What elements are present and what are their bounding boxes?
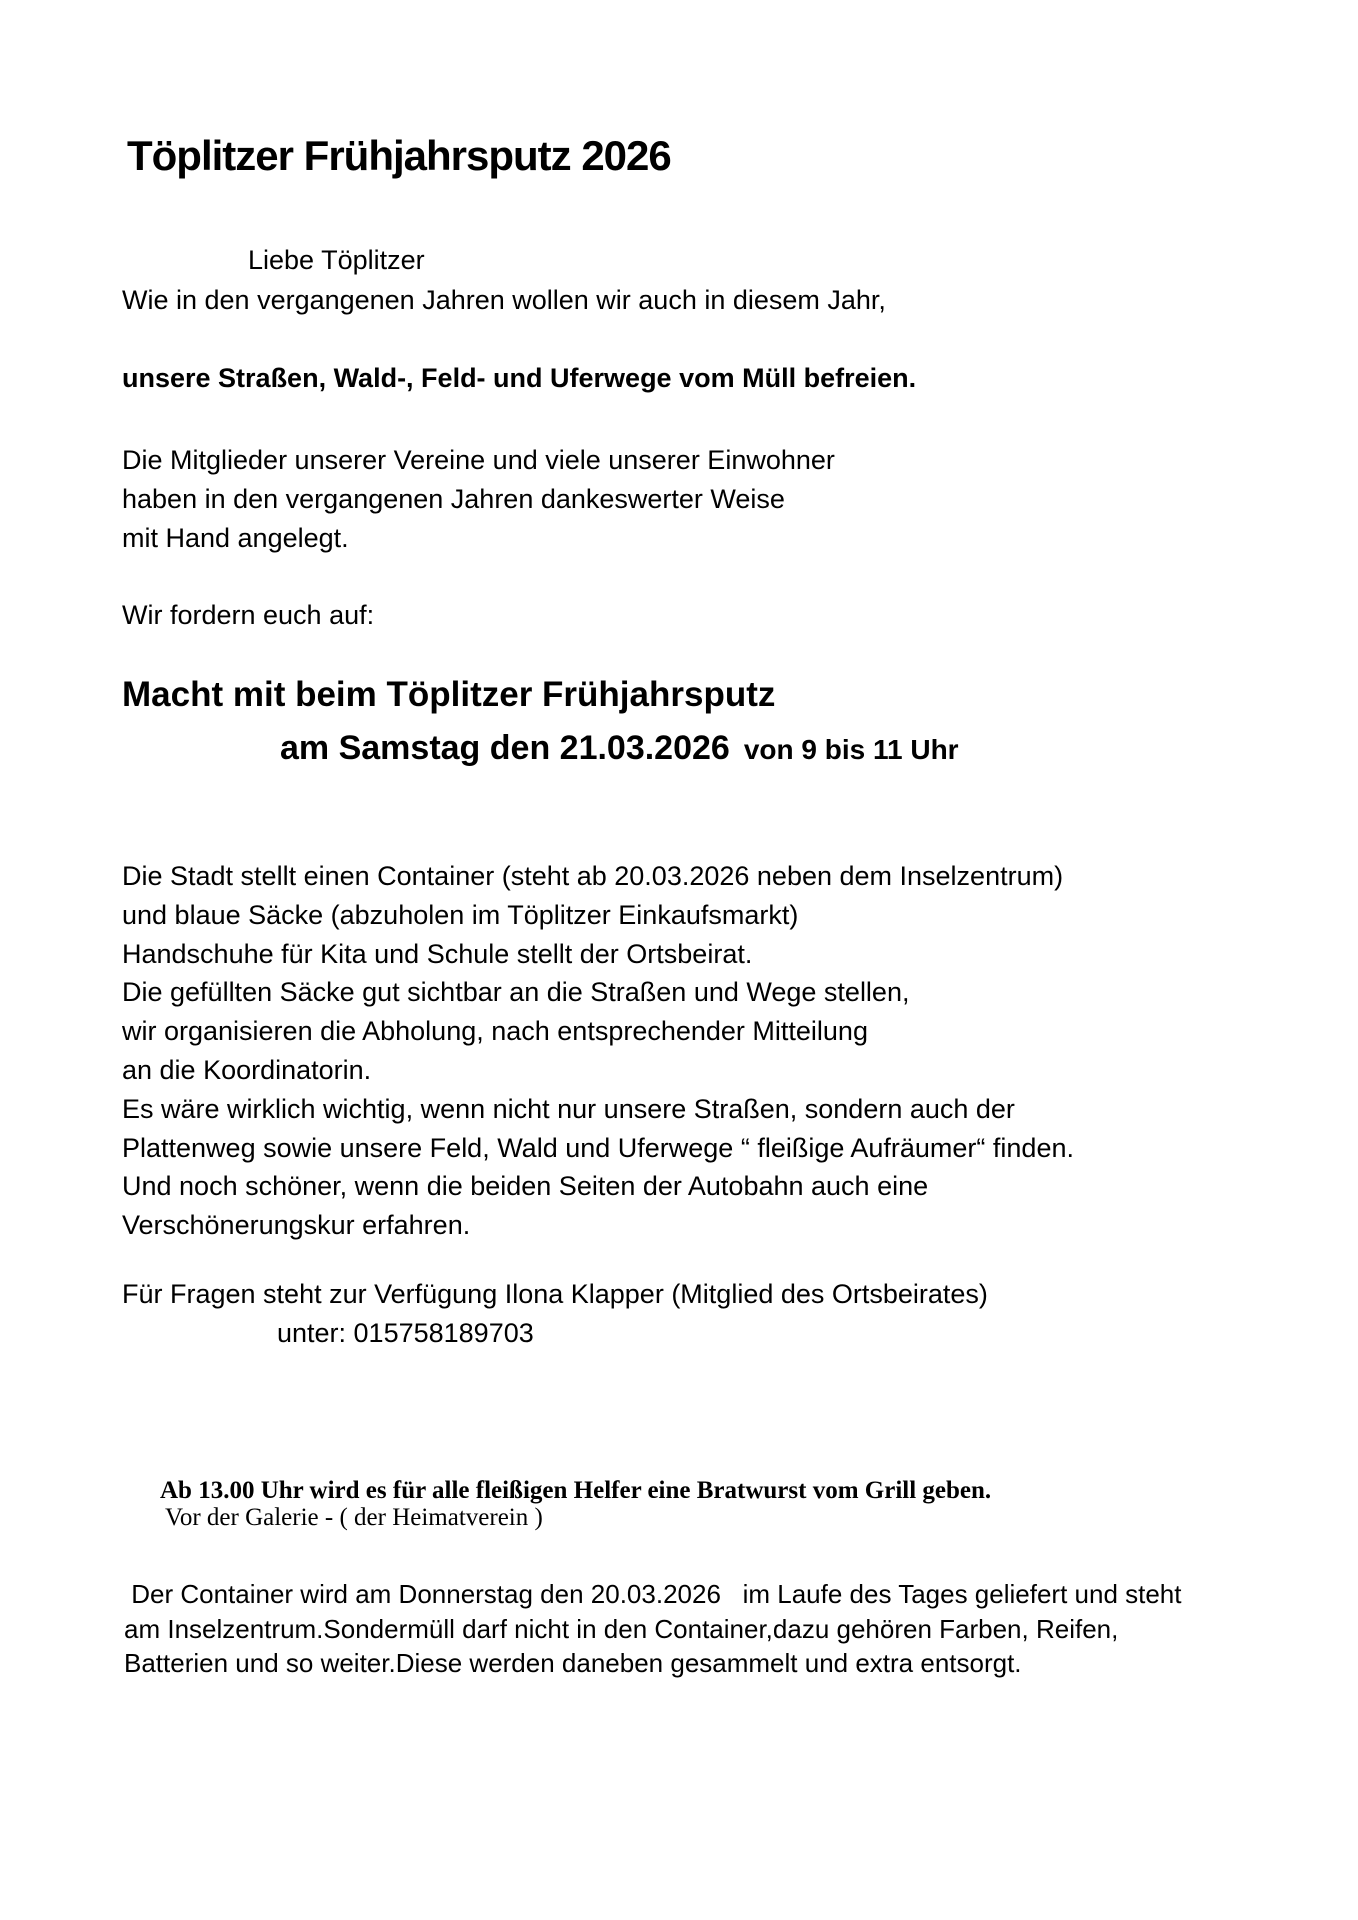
call-to-action-line: Wir fordern euch auf: <box>122 600 375 630</box>
details-line: Und noch schöner, wenn die beiden Seiten der Autobahn auch eine <box>122 1171 929 1202</box>
thanks-paragraph <box>122 441 835 558</box>
salutation-line: Liebe Töplitzer <box>248 245 425 275</box>
grill-note-location: Vor der Galerie - ( der Heimatverein ) <box>165 1504 543 1531</box>
details-line: an die Koordinatorin. <box>122 1054 372 1085</box>
details-line: und blaue Säcke (abzuholen im Töplitzer Einkaufsmarkt) <box>122 899 799 930</box>
details-line: Die Stadt stellt einen Container (steht ab 20.03.2026 neben dem Inselzentrum) <box>122 861 1064 891</box>
details-paragraph <box>122 857 1074 1245</box>
event-date: am Samstag den 21.03.2026 <box>280 729 730 767</box>
details-line: Plattenweg sowie unsere Feld, Wald und Uferwege “ fleißige Aufräumer“ finden. <box>122 1132 1074 1163</box>
opening-line: Wie in den vergangenen Jahren wollen wir auch in diesem Jahr, <box>122 285 886 315</box>
event-headline: Macht mit beim Töplitzer Frühjahrsputz <box>122 675 776 714</box>
details-line: Die gefüllten Säcke gut sichtbar an die Straßen und Wege stellen, <box>122 977 910 1008</box>
page-title: Töplitzer Frühjahrsputz 2026 <box>127 132 671 179</box>
details-line: Verschönerungskur erfahren. <box>122 1210 471 1241</box>
details-line: wir organisieren die Abholung, nach entsprechender Mitteilung <box>122 1016 868 1047</box>
event-dateline <box>280 726 959 777</box>
details-line: Handschuhe für Kita und Schule stellt der Ortsbeirat. <box>122 938 753 969</box>
thanks-line: haben in den vergangenen Jahren dankeswerter Weise <box>122 484 785 514</box>
container-note-paragraph <box>124 1577 1182 1681</box>
container-note-line: Batterien und so weiter.Diese werden daneben gesammelt und extra entsorgt. <box>124 1648 1022 1678</box>
contact-person-line: Für Fragen steht zur Verfügung Ilona Klapper (Mitglied des Ortsbeirates) <box>122 1279 988 1309</box>
thanks-line: mit Hand angelegt. <box>122 523 349 553</box>
details-line: Es wäre wirklich wichtig, wenn nicht nur unsere Straßen, sondern auch der <box>122 1093 1015 1124</box>
thanks-line: Die Mitglieder unserer Vereine und viele unserer Einwohner <box>122 445 835 475</box>
contact-phone-line: unter: 015758189703 <box>277 1318 534 1348</box>
goal-bold-line: unsere Straßen, Wald-, Feld- und Uferwege vom Müll befreien. <box>122 363 917 393</box>
event-time: von 9 bis 11 Uhr <box>743 734 959 765</box>
container-note-line: Der Container wird am Donnerstag den 20.03.2026 im Laufe des Tages geliefert und steht <box>124 1579 1182 1609</box>
container-note-line: am Inselzentrum.Sondermüll darf nicht in den Container,dazu gehören Farben, Reifen, <box>124 1613 1119 1644</box>
grill-note-headline: Ab 13.00 Uhr wird es für alle fleißigen Helfer eine Bratwurst vom Grill geben. <box>160 1477 992 1504</box>
